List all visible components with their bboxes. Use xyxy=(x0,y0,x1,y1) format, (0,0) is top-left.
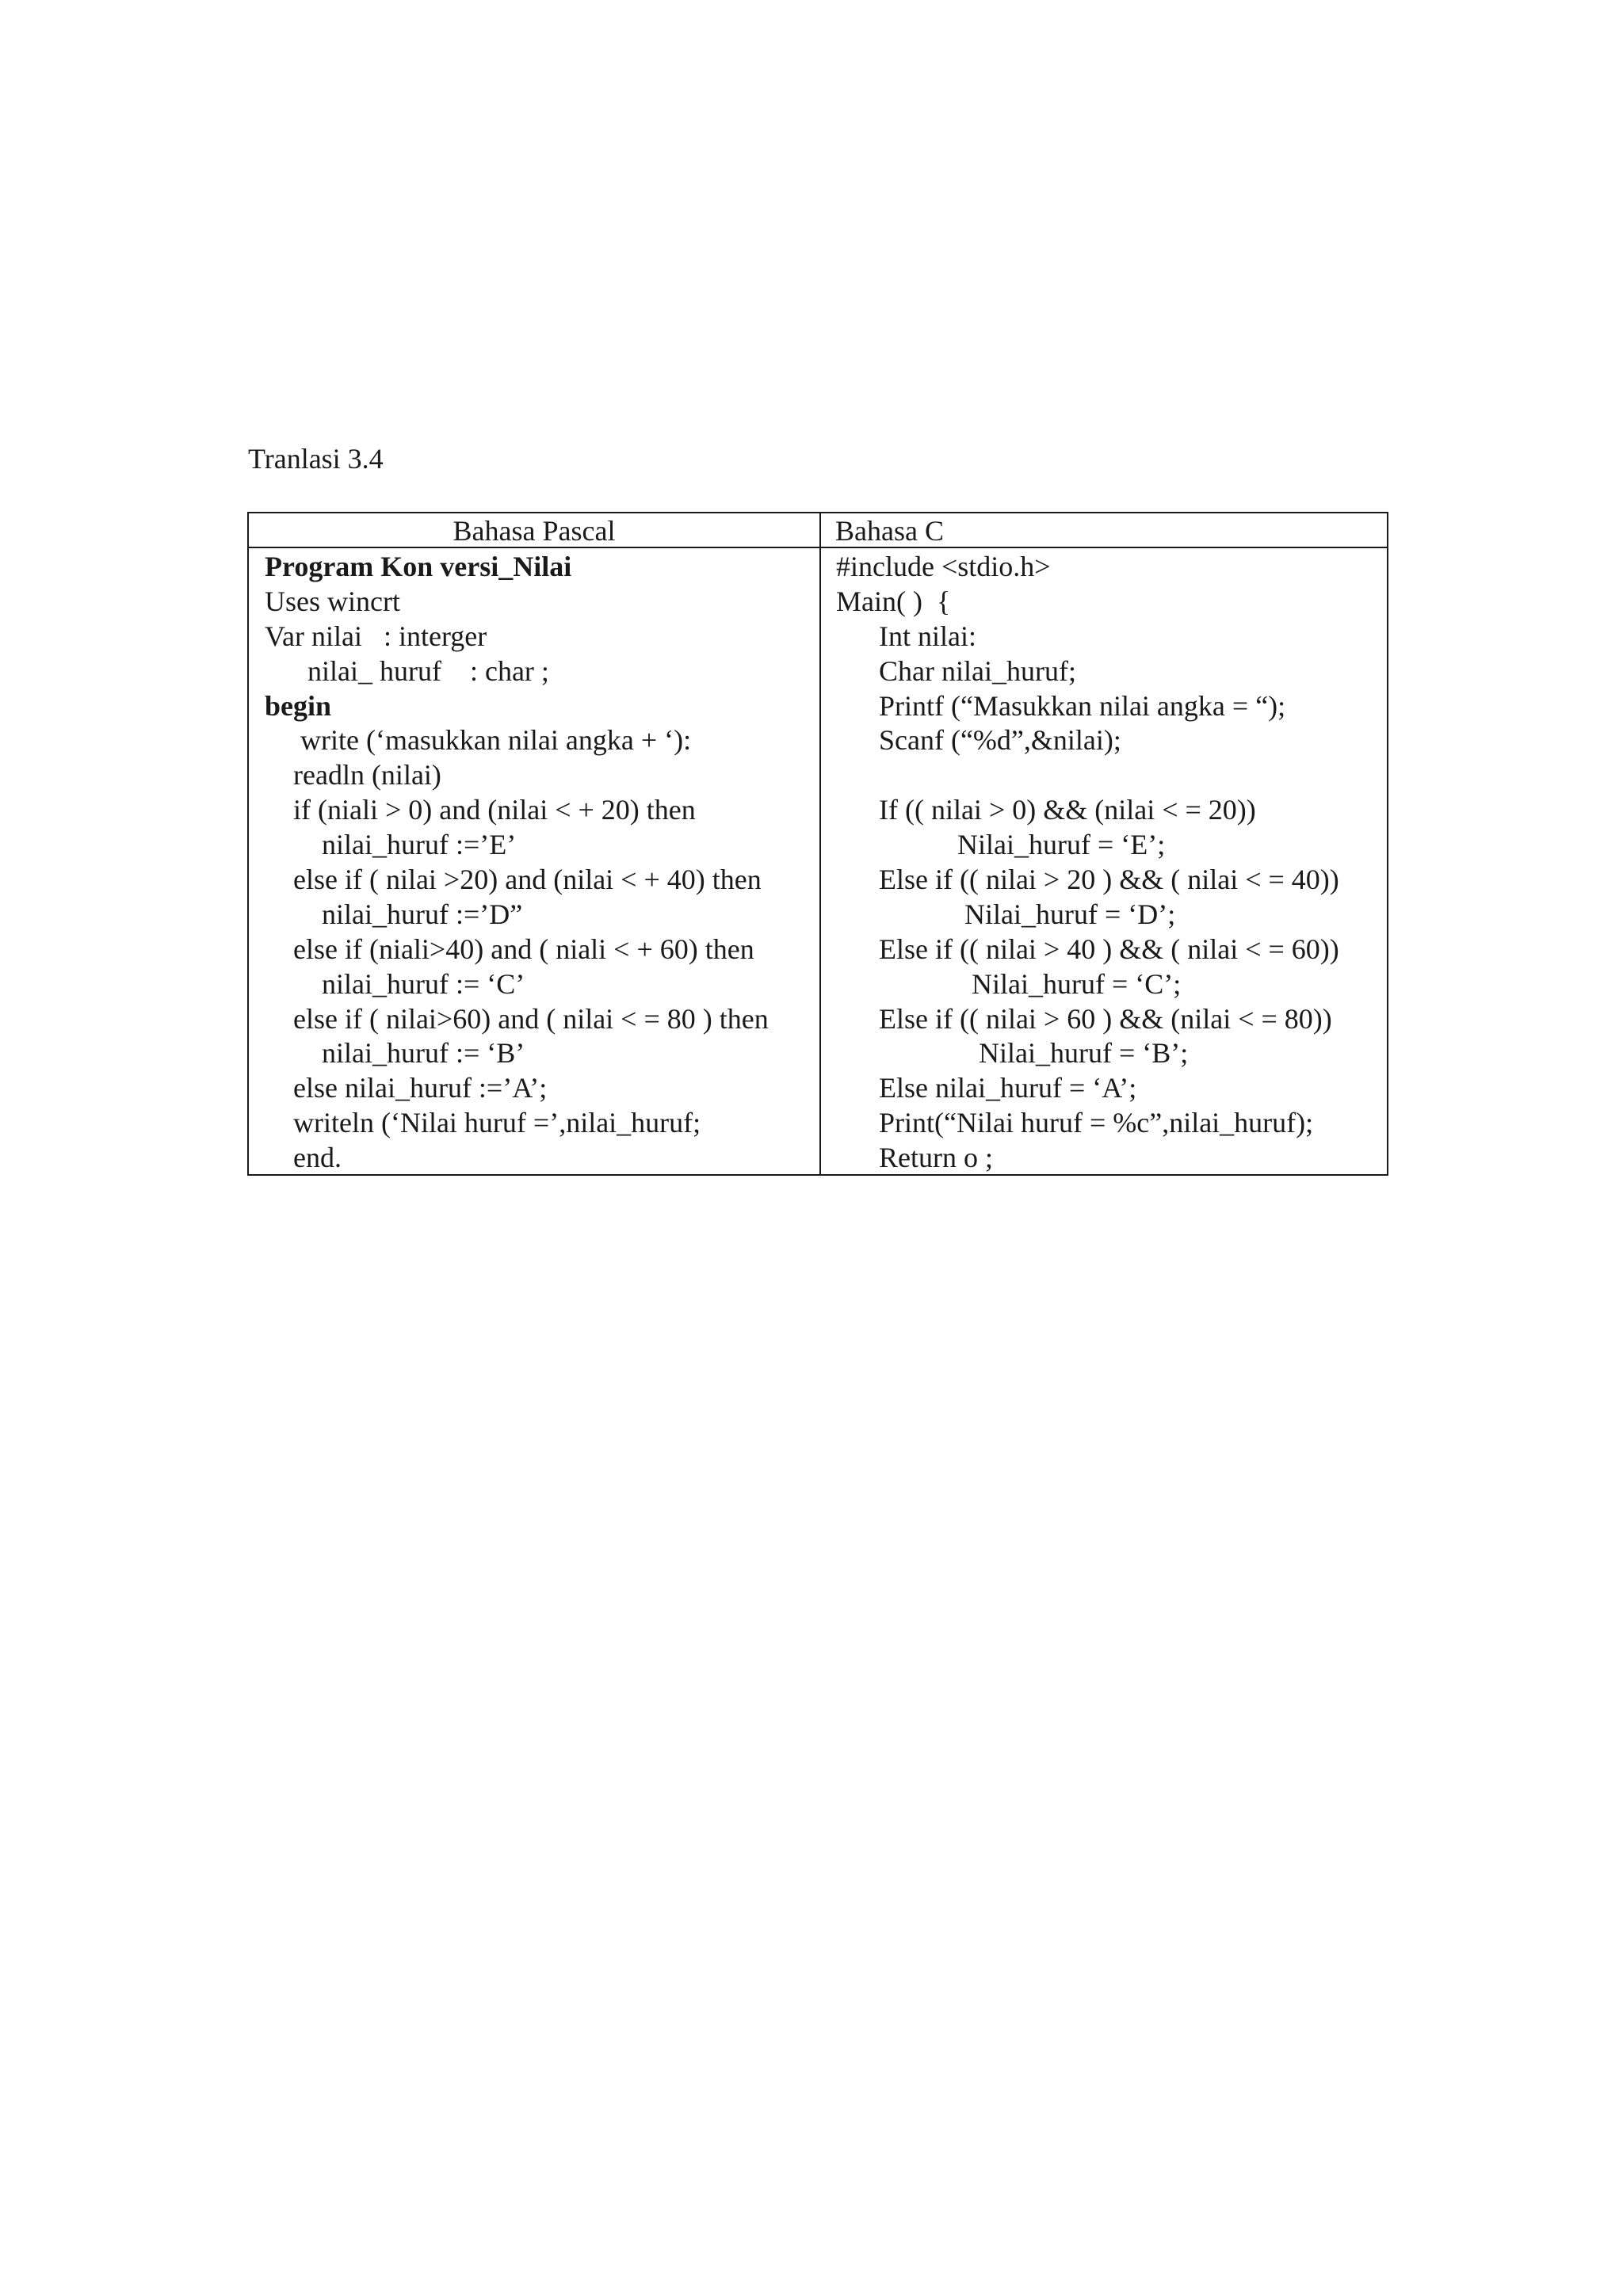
pascal-line: Var nilai : interger xyxy=(265,620,487,652)
c-line: If (( nilai > 0) && (nilai < = 20)) xyxy=(836,794,1256,826)
table-column-divider xyxy=(819,513,821,1174)
pascal-line: Program Kon versi_Nilai xyxy=(265,551,572,582)
pascal-line: else nilai_huruf :=’A’; xyxy=(265,1072,548,1104)
c-line: Else if (( nilai > 60 ) && (nilai < = 80)) xyxy=(836,1002,1332,1035)
c-line: Main( ) { xyxy=(836,585,951,617)
pascal-line: if (niali > 0) and (nilai < + 20) then xyxy=(265,794,696,826)
c-line: Int nilai: xyxy=(836,620,976,652)
pascal-line: nilai_huruf := ‘B’ xyxy=(265,1037,525,1070)
c-line: Return o ; xyxy=(836,1142,993,1174)
c-line: Print(“Nilai huruf = %c”,nilai_huruf); xyxy=(836,1107,1314,1139)
c-code-column xyxy=(836,550,1339,1176)
pascal-line: nilai_huruf :=’D” xyxy=(265,898,523,930)
c-line: Printf (“Masukkan nilai angka = “); xyxy=(836,689,1286,722)
c-line: Else if (( nilai > 20 ) && ( nilai < = 40)) xyxy=(836,864,1339,896)
pascal-line: nilai_huruf :=’E’ xyxy=(265,829,517,861)
pascal-line: write (‘masukkan nilai angka + ‘): xyxy=(265,724,692,757)
header-pascal: Bahasa Pascal xyxy=(453,515,616,547)
table-header-divider xyxy=(249,547,1387,548)
c-line: Nilai_huruf = ‘E’; xyxy=(836,829,1166,861)
pascal-line: nilai_huruf := ‘C’ xyxy=(265,967,525,1000)
translation-table xyxy=(247,512,1388,1176)
document-title: Tranlasi 3.4 xyxy=(248,443,384,475)
pascal-line: readln (nilai) xyxy=(265,759,441,791)
pascal-line: Uses wincrt xyxy=(265,585,400,617)
c-line: Nilai_huruf = ‘B’; xyxy=(836,1037,1189,1070)
c-line: Scanf (“%d”,&nilai); xyxy=(836,724,1121,757)
c-line: Nilai_huruf = ‘D’; xyxy=(836,898,1176,930)
pascal-line: begin xyxy=(265,689,332,722)
header-c: Bahasa C xyxy=(835,515,944,547)
c-line: Else nilai_huruf = ‘A’; xyxy=(836,1072,1137,1104)
pascal-line: else if (niali>40) and ( niali < + 60) then xyxy=(265,933,754,965)
pascal-code-column xyxy=(265,550,769,1176)
pascal-line: else if ( nilai>60) and ( nilai < = 80 ) then xyxy=(265,1002,769,1035)
c-line: #include <stdio.h> xyxy=(836,551,1051,582)
c-line: Nilai_huruf = ‘C’; xyxy=(836,967,1182,1000)
c-line: Else if (( nilai > 40 ) && ( nilai < = 60)) xyxy=(836,933,1339,965)
c-line xyxy=(836,758,1339,793)
c-line: Char nilai_huruf; xyxy=(836,654,1076,687)
pascal-line: end. xyxy=(265,1142,342,1174)
pascal-line: nilai_ huruf : char ; xyxy=(265,654,549,687)
pascal-line: else if ( nilai >20) and (nilai < + 40) then xyxy=(265,864,762,896)
pascal-line: writeln (‘Nilai huruf =’,nilai_huruf; xyxy=(265,1107,701,1139)
